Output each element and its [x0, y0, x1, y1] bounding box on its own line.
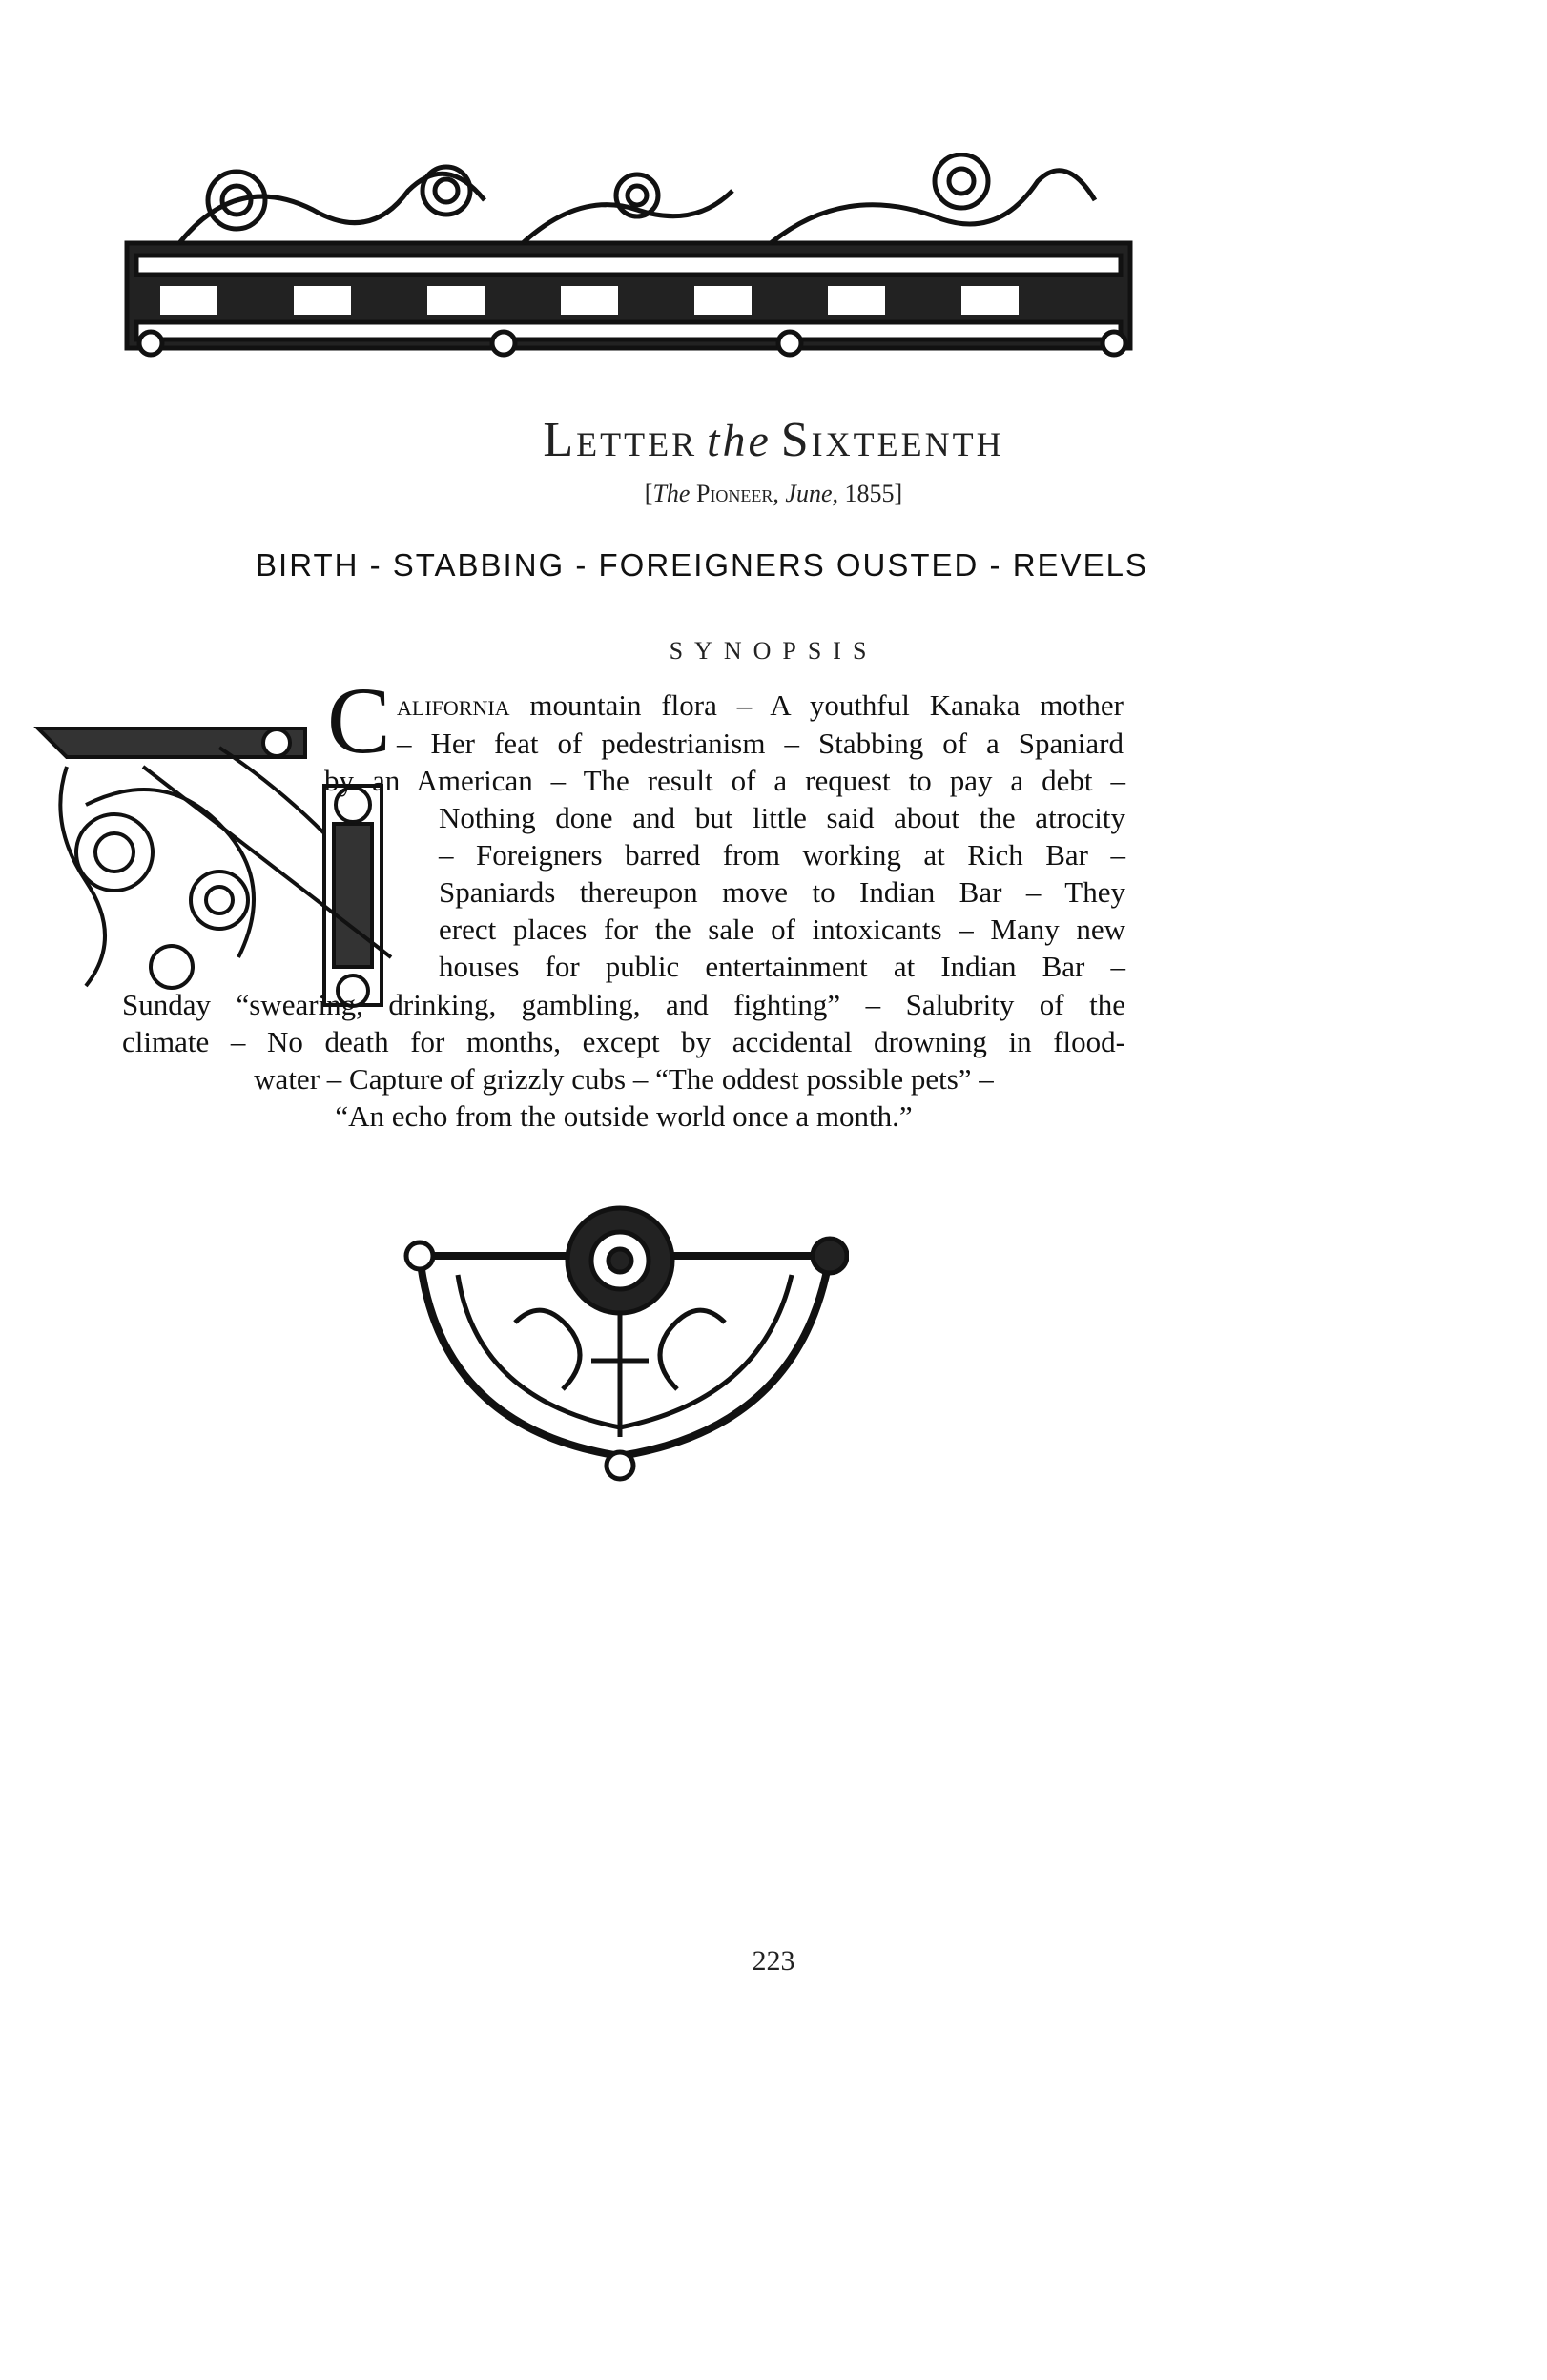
synopsis-line-10: climate – No death for months, except by accidental drowning in flood- — [122, 1025, 1125, 1058]
synopsis-line-3: by an American – The result of a request to pay a debt – — [324, 764, 1125, 797]
synopsis-line-12: “An echo from the outside world once a month.” — [335, 1099, 913, 1133]
title-the: the — [707, 416, 772, 466]
source-citation — [0, 480, 1547, 508]
title-part-2: Sixteenth — [780, 413, 1004, 467]
source-the: The — [652, 480, 691, 507]
synopsis-line-11: water – Capture of grizzly cubs – “The oddest possible pets” – — [254, 1062, 994, 1096]
synopsis-line-2: – Her feat of pedestrianism – Stabbing of a Spaniard — [397, 727, 1124, 760]
synopsis-line-1-text: mountain flora – A youthful Kanaka mother — [529, 688, 1124, 722]
synopsis-line-7: erect places for the sale of intoxicants – Many new — [439, 913, 1125, 946]
ornamental-frieze-icon — [122, 153, 1135, 358]
drop-cap-initial: C — [327, 667, 391, 773]
page-number: 223 — [752, 1945, 795, 1977]
synopsis-line-5: – Foreigners barred from working at Rich Bar – — [439, 838, 1125, 872]
title-part-1: Letter — [543, 413, 698, 467]
source-bracket: [ — [644, 480, 653, 507]
letter-title — [543, 413, 1003, 467]
synopsis-line-6: Spaniards thereupon move to Indian Bar – They — [439, 875, 1125, 909]
chapter-subtitle: BIRTH - STABBING - FOREIGNERS OUSTED - REVELS — [256, 547, 1148, 583]
source-month: June, — [785, 480, 839, 507]
synopsis-line-8: houses for public entertainment at Indian Bar – — [439, 950, 1125, 983]
synopsis-line-4: Nothing done and but little said about the atrocity — [439, 801, 1125, 834]
letter-title-block — [0, 412, 1547, 468]
tailpiece-ornament-icon — [401, 1199, 849, 1483]
synopsis-heading: SYNOPSIS — [669, 637, 878, 665]
synopsis-line-1-smallcaps: alifornia — [397, 688, 510, 722]
source-year: 1855] — [844, 480, 903, 507]
synopsis-line-9: Sunday “swearing, drinking, gambling, and fighting” – Salubrity of the — [122, 988, 1125, 1021]
synopsis-line-1 — [397, 687, 1124, 725]
source-paper: Pioneer, — [695, 480, 779, 507]
